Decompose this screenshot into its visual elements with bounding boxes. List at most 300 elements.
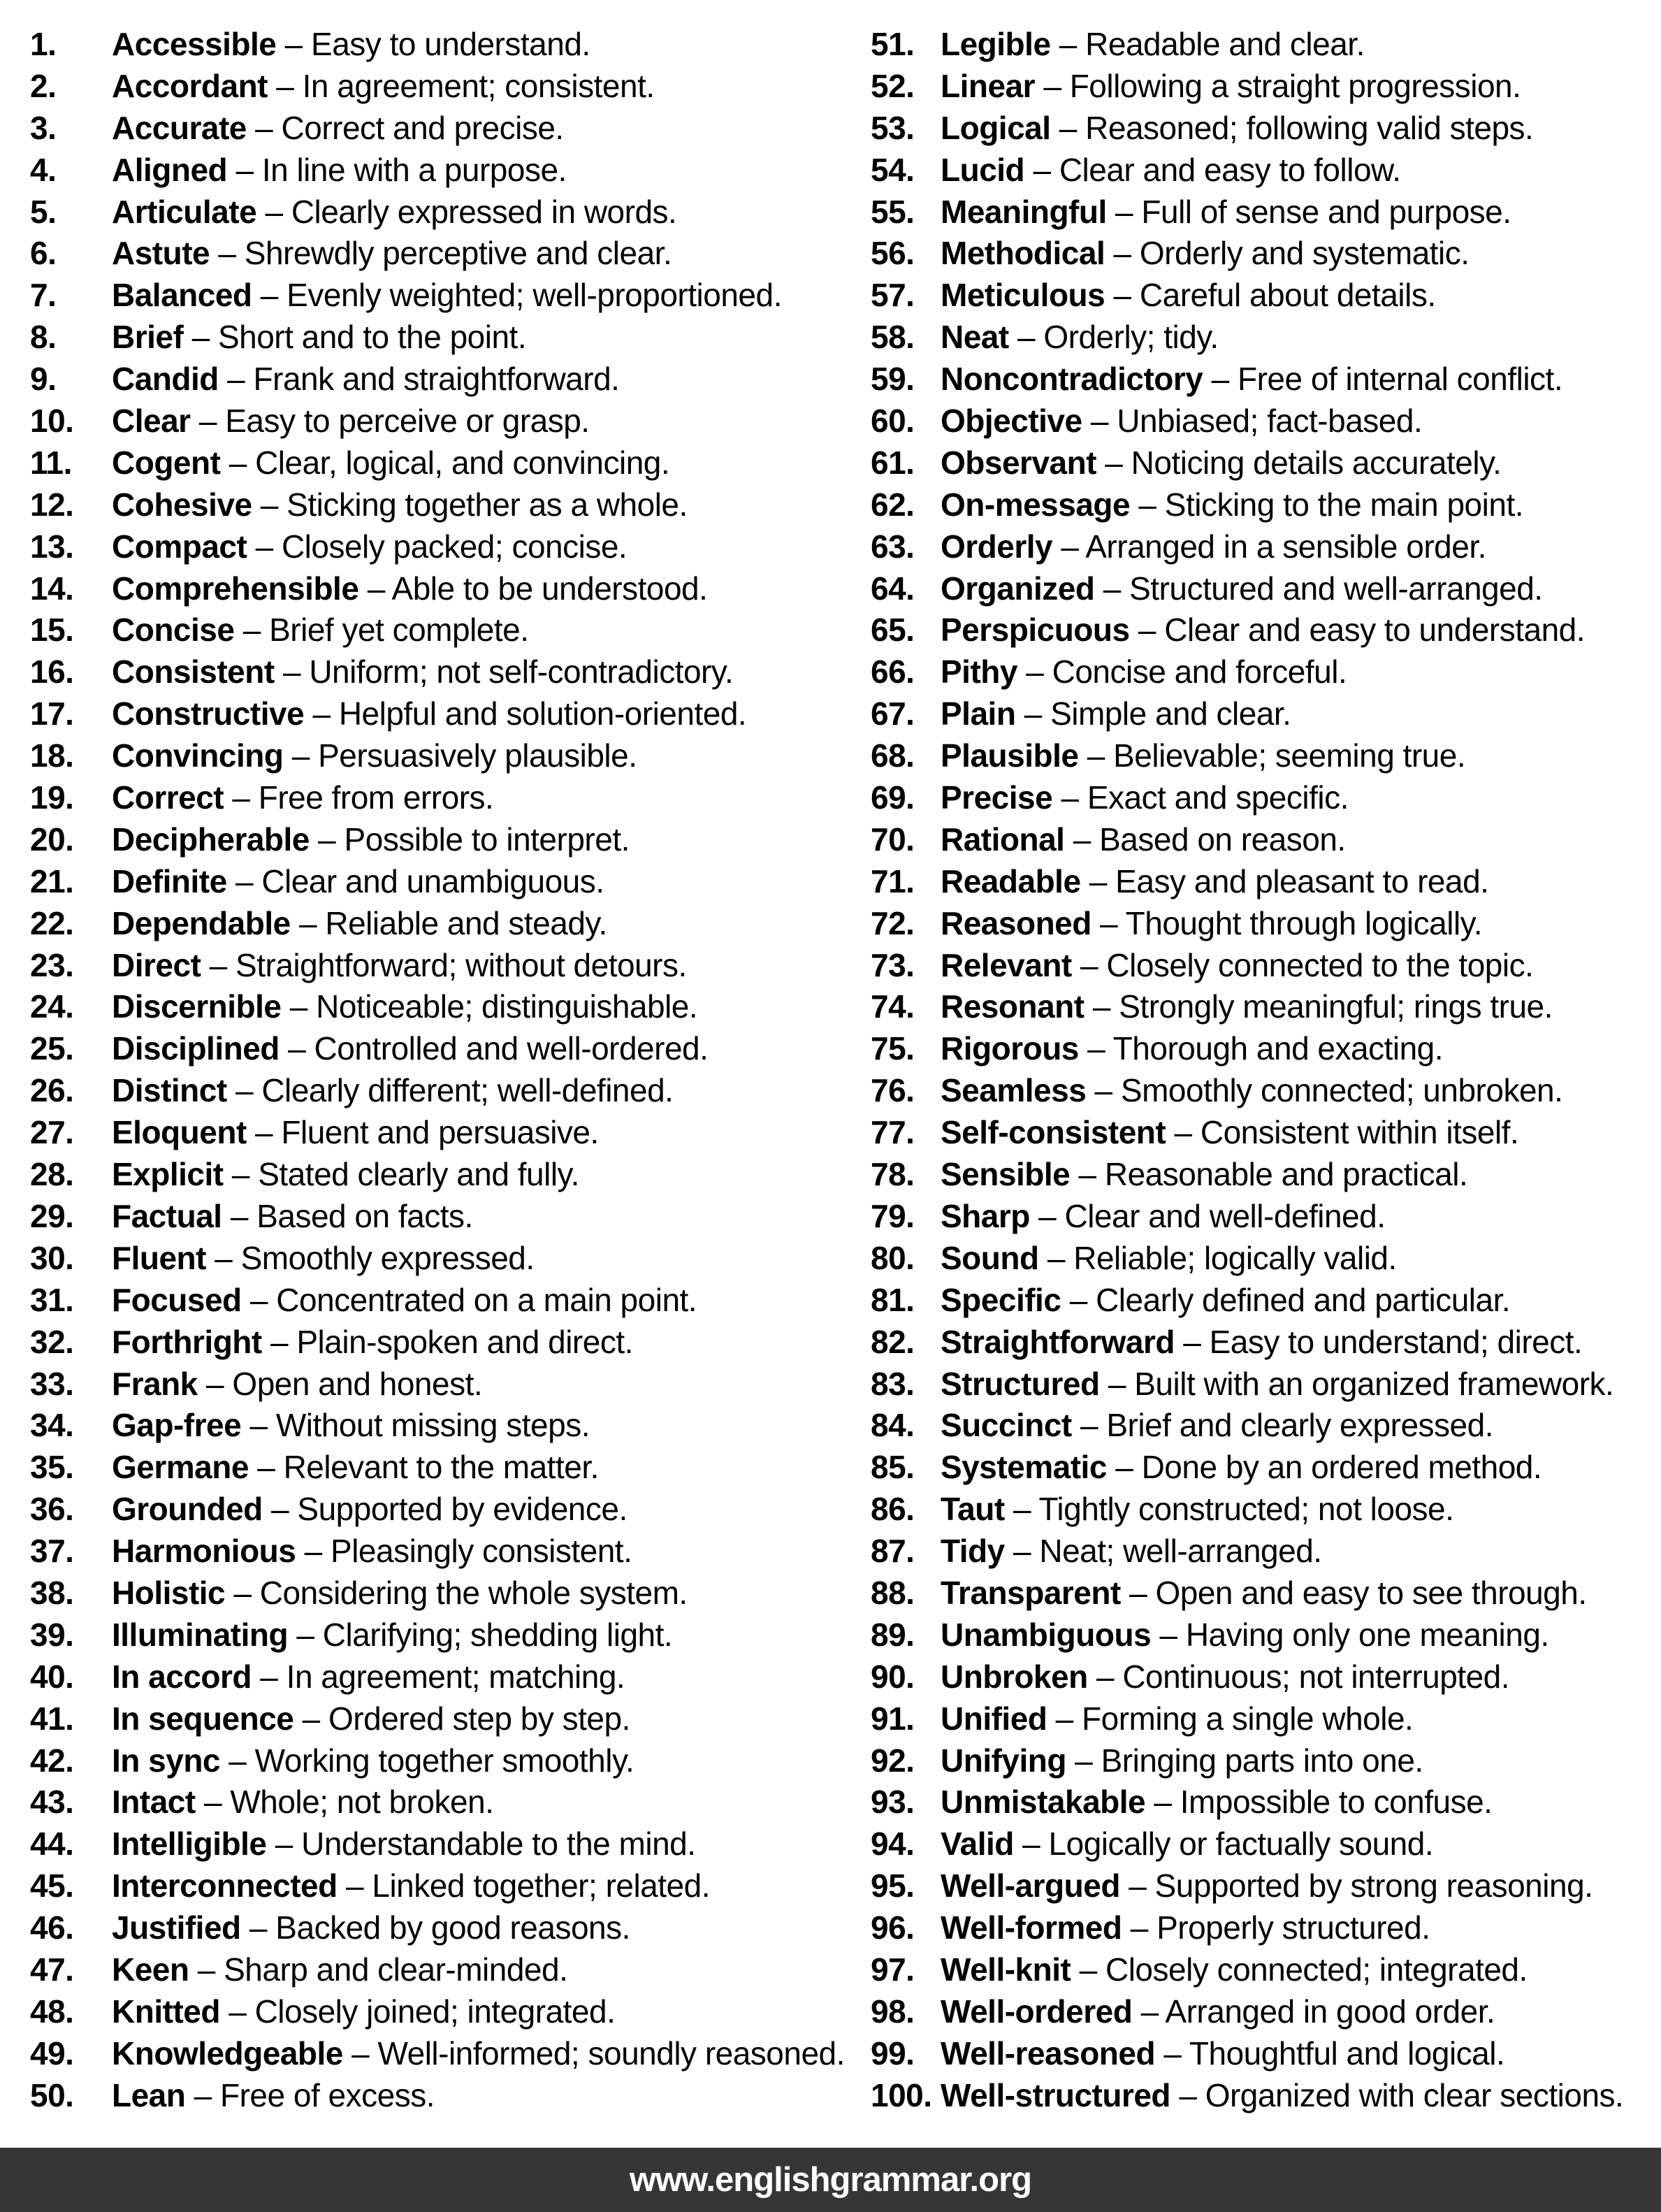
item-text <box>112 1405 590 1447</box>
item-term: Factual <box>112 1197 222 1234</box>
item-definition: – Easy to understand. <box>276 26 590 62</box>
list-item <box>30 1112 830 1154</box>
item-term: Legible <box>941 26 1051 62</box>
item-term: Disciplined <box>112 1030 280 1067</box>
list-item <box>871 317 1660 359</box>
item-number: 81. <box>871 1281 915 1318</box>
item-number: 52. <box>871 67 915 104</box>
item-term: In sync <box>112 1742 221 1779</box>
item-definition: – Logically or factually sound. <box>1013 1826 1434 1863</box>
item-text <box>941 1280 1510 1322</box>
item-text <box>112 1656 625 1698</box>
item-definition: – Controlled and well-ordered. <box>279 1030 709 1067</box>
item-number: 86. <box>871 1491 915 1528</box>
item-definition: – Brief yet complete. <box>234 612 529 649</box>
item-definition: – Arranged in good order. <box>1132 1993 1495 2030</box>
item-number: 61. <box>871 444 915 481</box>
list-item <box>871 735 1660 777</box>
list-item <box>871 1740 1660 1782</box>
item-number: 42. <box>30 1742 74 1779</box>
list-item <box>30 1364 830 1405</box>
list-item <box>30 191 830 233</box>
item-number: 7. <box>30 277 57 314</box>
item-number: 100. <box>871 2076 932 2113</box>
list-item <box>30 24 830 66</box>
list-item <box>30 1865 830 1907</box>
item-number: 85. <box>871 1449 915 1486</box>
item-definition: – Without missing steps. <box>241 1407 590 1444</box>
item-text <box>112 359 619 400</box>
item-term: Illuminating <box>112 1616 289 1653</box>
list-item <box>871 1991 1660 2033</box>
item-text <box>941 1322 1582 1364</box>
list-item <box>871 609 1660 651</box>
item-term: Cohesive <box>112 486 252 523</box>
item-definition: – Clear and easy to understand. <box>1129 612 1586 649</box>
list-item <box>871 191 1660 233</box>
item-term: Perspicuous <box>941 612 1130 649</box>
item-term: Rigorous <box>941 1030 1079 1067</box>
item-definition: – Open and honest. <box>197 1365 483 1402</box>
item-text <box>112 400 590 442</box>
item-number: 57. <box>871 277 915 314</box>
list-item <box>30 1656 830 1698</box>
item-definition: – Having only one meaning. <box>1151 1616 1549 1653</box>
item-definition: – Pleasingly consistent. <box>296 1533 632 1570</box>
item-definition: – Easy to understand; direct. <box>1174 1323 1583 1360</box>
item-definition: – Ordered step by step. <box>293 1700 630 1737</box>
item-text <box>941 1614 1549 1656</box>
item-definition: – Forming a single whole. <box>1047 1700 1414 1737</box>
item-text <box>941 1154 1467 1196</box>
item-definition: – Free of excess. <box>185 2076 435 2113</box>
item-number: 74. <box>871 988 915 1025</box>
item-text <box>112 609 529 651</box>
item-text <box>112 108 564 150</box>
item-term: Transparent <box>941 1574 1121 1611</box>
item-term: Precise <box>941 779 1053 816</box>
item-term: Focused <box>112 1281 242 1318</box>
item-term: Aligned <box>112 151 228 188</box>
item-definition: – Thorough and exacting. <box>1078 1030 1444 1067</box>
item-definition: – Clearly different; well-defined. <box>226 1072 674 1109</box>
item-number: 14. <box>30 570 74 607</box>
item-definition: – Properly structured. <box>1122 1909 1430 1946</box>
list-column-left <box>0 24 845 2117</box>
item-text <box>112 233 672 275</box>
item-text <box>941 777 1349 819</box>
item-text <box>112 1447 599 1489</box>
item-definition: – Continuous; not interrupted. <box>1087 1658 1510 1695</box>
item-number: 48. <box>30 1993 74 2030</box>
item-term: Fluent <box>112 1239 206 1276</box>
item-text <box>112 693 746 735</box>
item-term: Accordant <box>112 67 268 104</box>
list-item <box>30 1781 830 1823</box>
item-definition: – Closely connected to the topic. <box>1071 946 1534 983</box>
item-definition: – Reasoned; following valid steps. <box>1050 109 1534 146</box>
item-term: Unbroken <box>941 1658 1088 1695</box>
item-text <box>112 1070 673 1112</box>
item-term: Valid <box>941 1826 1014 1863</box>
item-text <box>941 484 1523 526</box>
item-term: Compact <box>112 528 247 565</box>
item-definition: – Clear and easy to follow. <box>1024 151 1401 188</box>
item-term: Unifying <box>941 1742 1066 1779</box>
item-term: Relevant <box>941 946 1072 983</box>
item-number: 16. <box>30 653 74 691</box>
item-term: Well-structured <box>941 2076 1171 2113</box>
item-number: 18. <box>30 737 74 774</box>
item-number: 27. <box>30 1114 74 1151</box>
list-item <box>30 1154 830 1196</box>
item-definition: – Correct and precise. <box>246 109 564 146</box>
list-item <box>30 150 830 191</box>
list-item <box>30 735 830 777</box>
item-definition: – Neat; well-arranged. <box>1004 1533 1322 1570</box>
item-definition: – Concentrated on a main point. <box>241 1281 697 1318</box>
item-term: Systematic <box>941 1449 1107 1486</box>
item-term: Noncontradictory <box>941 361 1203 398</box>
item-term: Readable <box>941 862 1081 899</box>
item-text <box>112 986 697 1028</box>
item-text <box>112 1112 599 1154</box>
list-item <box>30 275 830 317</box>
item-term: Observant <box>941 444 1097 481</box>
item-definition: – Clear and well-defined. <box>1029 1197 1386 1234</box>
item-number: 50. <box>30 2076 74 2113</box>
list-item <box>871 1823 1660 1865</box>
list-item <box>871 568 1660 610</box>
item-number: 19. <box>30 779 74 816</box>
item-number: 31. <box>30 1281 74 1318</box>
item-term: Specific <box>941 1281 1061 1318</box>
item-definition: – Understandable to the mind. <box>266 1826 696 1863</box>
list-item <box>30 1991 830 2033</box>
item-number: 78. <box>871 1156 915 1193</box>
item-term: Forthright <box>112 1323 262 1360</box>
item-number: 88. <box>871 1574 915 1611</box>
item-definition: – Clarifying; shedding light. <box>288 1616 673 1653</box>
item-number: 67. <box>871 695 915 732</box>
list-item <box>30 1614 830 1656</box>
item-term: Convincing <box>112 737 284 774</box>
item-term: On-message <box>941 486 1131 523</box>
list-item <box>871 945 1660 987</box>
footer-url: www.englishgrammar.org <box>629 2161 1032 2199</box>
item-number: 39. <box>30 1616 74 1653</box>
list-item <box>871 861 1660 903</box>
item-term: Plausible <box>941 737 1079 774</box>
list-item <box>30 986 830 1028</box>
item-text <box>112 1573 688 1614</box>
item-term: Seamless <box>941 1072 1087 1109</box>
item-number: 68. <box>871 737 915 774</box>
list-item <box>871 233 1660 275</box>
item-term: Keen <box>112 1951 189 1988</box>
list-item <box>30 400 830 442</box>
list-item <box>871 484 1660 526</box>
footer-bar <box>0 2148 1661 2212</box>
item-number: 30. <box>30 1239 74 1276</box>
item-term: Sound <box>941 1239 1039 1276</box>
item-term: Knitted <box>112 1993 220 2030</box>
item-number: 4. <box>30 151 57 188</box>
item-term: Cogent <box>112 444 221 481</box>
item-number: 36. <box>30 1491 74 1528</box>
item-definition: – Backed by good reasons. <box>240 1909 630 1946</box>
list-item <box>871 651 1660 693</box>
list-item <box>871 108 1660 150</box>
item-definition: – Impossible to confuse. <box>1145 1784 1493 1821</box>
item-text <box>112 1531 632 1573</box>
list-item <box>30 1405 830 1447</box>
item-number: 32. <box>30 1323 74 1360</box>
item-term: Logical <box>941 109 1051 146</box>
item-number: 66. <box>871 653 915 691</box>
item-term: Unified <box>941 1700 1047 1737</box>
list-item <box>30 1740 830 1782</box>
item-text <box>941 986 1553 1028</box>
list-item <box>30 1070 830 1112</box>
item-term: Grounded <box>112 1491 263 1528</box>
item-term: In accord <box>112 1658 252 1695</box>
list-item <box>871 275 1660 317</box>
list-item <box>871 359 1660 400</box>
list-item <box>871 1070 1660 1112</box>
item-definition: – Smoothly connected; unbroken. <box>1086 1072 1563 1109</box>
list-item <box>871 1865 1660 1907</box>
item-definition: – Free of internal conflict. <box>1203 361 1563 398</box>
item-definition: – Noticeable; distinguishable. <box>281 988 698 1025</box>
item-text <box>941 1781 1492 1823</box>
item-definition: – Brief and clearly expressed. <box>1071 1407 1493 1444</box>
item-term: Resonant <box>941 988 1085 1025</box>
item-definition: – Fluent and persuasive. <box>246 1114 599 1151</box>
item-number: 45. <box>30 1867 74 1904</box>
item-number: 51. <box>871 26 915 62</box>
item-definition: – Clearly expressed in words. <box>256 193 677 230</box>
item-text <box>941 2033 1504 2075</box>
item-definition: – Relevant to the matter. <box>248 1449 599 1486</box>
item-text <box>941 24 1365 66</box>
item-number: 96. <box>871 1909 915 1946</box>
item-number: 35. <box>30 1449 74 1486</box>
list-item <box>30 317 830 359</box>
item-number: 70. <box>871 821 915 858</box>
list-item <box>871 1154 1660 1196</box>
item-definition: – Possible to interpret. <box>309 821 630 858</box>
item-text <box>941 903 1482 945</box>
list-column-right <box>830 24 1660 2117</box>
list-item <box>871 1405 1660 1447</box>
list-item <box>30 861 830 903</box>
list-item <box>30 1322 830 1364</box>
item-definition: – Consistent within itself. <box>1166 1114 1519 1151</box>
list-item <box>30 359 830 400</box>
item-definition: – Supported by evidence. <box>262 1491 628 1528</box>
list-item <box>871 1364 1660 1405</box>
item-number: 46. <box>30 1909 74 1946</box>
item-text <box>112 945 687 987</box>
list-item <box>871 1238 1660 1280</box>
list-item <box>30 1196 830 1238</box>
item-number: 69. <box>871 779 915 816</box>
item-term: Astute <box>112 235 210 272</box>
item-text <box>941 1823 1433 1865</box>
item-text <box>941 1489 1453 1531</box>
item-term: Meaningful <box>941 193 1107 230</box>
item-definition: – Sticking together as a whole. <box>252 486 688 523</box>
item-number: 11. <box>30 444 72 481</box>
item-text <box>941 526 1486 568</box>
item-text <box>112 2033 845 2075</box>
item-number: 83. <box>871 1365 915 1402</box>
list-item <box>30 1238 830 1280</box>
list-item <box>871 1949 1660 1991</box>
list-item <box>30 2033 845 2075</box>
item-term: Structured <box>941 1365 1100 1402</box>
list-item <box>871 1573 1660 1614</box>
item-term: Holistic <box>112 1574 226 1611</box>
list-item <box>871 1196 1660 1238</box>
item-text <box>941 150 1401 191</box>
list-item <box>30 651 830 693</box>
item-definition: – Clear, logical, and convincing. <box>220 444 670 481</box>
item-term: Intelligible <box>112 1826 267 1863</box>
item-definition: – Persuasively plausible. <box>283 737 637 774</box>
list-item <box>30 108 830 150</box>
list-item <box>30 1907 830 1949</box>
item-text <box>112 2075 435 2117</box>
list-item <box>871 819 1660 861</box>
item-term: Direct <box>112 946 201 983</box>
item-term: Well-formed <box>941 1909 1122 1946</box>
item-number: 2. <box>30 67 57 104</box>
item-number: 79. <box>871 1197 915 1234</box>
item-text <box>112 777 493 819</box>
item-text <box>112 1238 535 1280</box>
item-text <box>112 819 630 861</box>
item-text <box>941 945 1533 987</box>
item-term: Unmistakable <box>941 1784 1146 1821</box>
item-text <box>112 150 567 191</box>
item-text <box>941 1949 1528 1991</box>
item-term: Intact <box>112 1784 196 1821</box>
item-text <box>941 2075 1623 2117</box>
item-number: 29. <box>30 1197 74 1234</box>
item-term: Accurate <box>112 109 247 146</box>
item-definition: – Smoothly expressed. <box>205 1239 535 1276</box>
item-definition: – Believable; seeming true. <box>1078 737 1466 774</box>
item-text <box>941 1865 1593 1907</box>
list-item <box>30 609 830 651</box>
item-definition: – Considering the whole system. <box>225 1574 688 1611</box>
item-definition: – Unbiased; fact-based. <box>1082 403 1423 440</box>
item-number: 40. <box>30 1658 74 1695</box>
item-text <box>112 1196 473 1238</box>
item-definition: – Strongly meaningful; rings true. <box>1084 988 1553 1025</box>
item-definition: – Clearly defined and particular. <box>1061 1281 1511 1318</box>
item-text <box>941 1238 1397 1280</box>
item-number: 60. <box>871 403 915 440</box>
item-term: Eloquent <box>112 1114 247 1151</box>
item-definition: – Built with an organized framework. <box>1099 1365 1614 1402</box>
item-definition: – Simple and clear. <box>1015 695 1291 732</box>
item-text <box>941 1531 1322 1573</box>
item-text <box>941 609 1585 651</box>
list-item <box>30 693 830 735</box>
item-number: 98. <box>871 1993 915 2030</box>
item-term: Taut <box>941 1491 1005 1528</box>
item-term: In sequence <box>112 1700 294 1737</box>
list-item <box>30 903 830 945</box>
item-term: Rational <box>941 821 1065 858</box>
item-term: Tidy <box>941 1533 1005 1570</box>
item-term: Self-consistent <box>941 1114 1166 1151</box>
item-text <box>112 1280 697 1322</box>
item-number: 34. <box>30 1407 74 1444</box>
item-term: Unambiguous <box>941 1616 1152 1653</box>
item-definition: – Open and easy to see through. <box>1120 1574 1587 1611</box>
item-term: Dependable <box>112 904 291 941</box>
list-item <box>871 400 1660 442</box>
item-term: Straightforward <box>941 1323 1175 1360</box>
list-item <box>30 819 830 861</box>
item-number: 13. <box>30 528 74 565</box>
item-definition: – Concise and forceful. <box>1017 653 1347 691</box>
item-term: Consistent <box>112 653 275 691</box>
item-definition: – Orderly and systematic. <box>1105 235 1470 272</box>
item-definition: – Helpful and solution-oriented. <box>304 695 747 732</box>
item-definition: – Closely packed; concise. <box>247 528 628 565</box>
item-definition: – Easy and pleasant to read. <box>1080 862 1489 899</box>
item-text <box>112 1823 696 1865</box>
item-definition: – Plain-spoken and direct. <box>261 1323 633 1360</box>
list-item <box>871 2033 1660 2075</box>
item-number: 93. <box>871 1784 915 1821</box>
item-number: 97. <box>871 1951 915 1988</box>
item-number: 63. <box>871 528 915 565</box>
item-number: 43. <box>30 1784 74 1821</box>
item-definition: – Reasonable and practical. <box>1070 1156 1468 1193</box>
item-definition: – Well-informed; soundly reasoned. <box>342 2034 845 2072</box>
item-text <box>941 400 1422 442</box>
item-definition: – Short and to the point. <box>183 319 527 356</box>
item-text <box>112 526 627 568</box>
item-number: 37. <box>30 1533 74 1570</box>
item-text <box>941 66 1521 108</box>
item-text <box>941 1405 1493 1447</box>
item-definition: – Exact and specific. <box>1052 779 1349 816</box>
item-number: 89. <box>871 1616 915 1653</box>
item-number: 5. <box>30 193 57 230</box>
item-number: 9. <box>30 361 57 398</box>
list-item <box>30 568 830 610</box>
item-definition: – Arranged in a sensible order. <box>1052 528 1486 565</box>
item-definition: – Supported by strong reasoning. <box>1119 1867 1593 1904</box>
item-number: 44. <box>30 1826 74 1863</box>
item-definition: – Readable and clear. <box>1050 26 1365 62</box>
item-definition: – Free from errors. <box>224 779 494 816</box>
item-term: Linear <box>941 67 1036 104</box>
item-number: 92. <box>871 1742 915 1779</box>
item-term: Orderly <box>941 528 1053 565</box>
item-definition: – Frank and straightforward. <box>218 361 620 398</box>
item-definition: – Clear and unambiguous. <box>226 862 604 899</box>
item-number: 33. <box>30 1365 74 1402</box>
item-definition: – Uniform; not self-contradictory. <box>274 653 734 691</box>
